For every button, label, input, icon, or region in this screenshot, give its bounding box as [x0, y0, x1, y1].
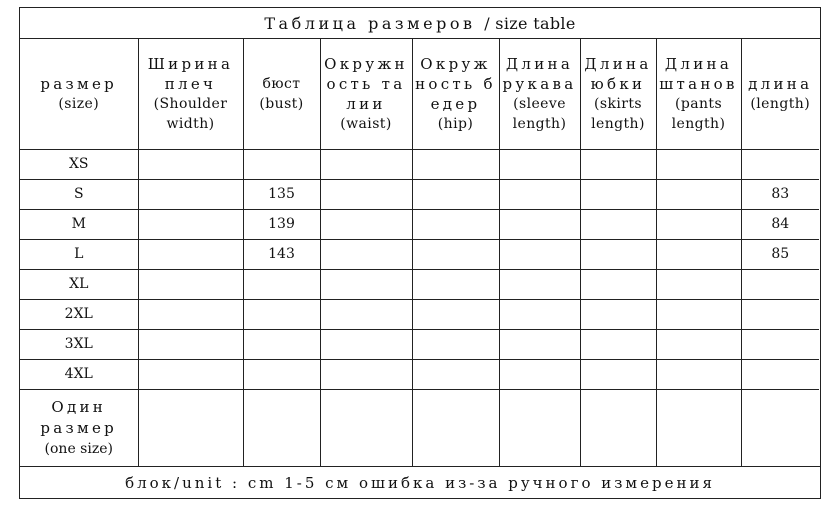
skirt-cell [580, 389, 656, 467]
skirt-cell [580, 239, 656, 269]
table-row [20, 179, 819, 209]
length-cell [741, 389, 819, 467]
sleeve-cell [499, 299, 580, 329]
hip-cell [412, 239, 499, 269]
waist-cell [320, 269, 412, 299]
shoulder-cell [138, 299, 243, 329]
hip-cell [412, 329, 499, 359]
table-title-en: / size table [484, 13, 576, 33]
size-label: 4XL [20, 359, 138, 389]
sleeve-cell [499, 209, 580, 239]
pants-cell [656, 239, 741, 269]
skirt-cell [580, 299, 656, 329]
skirt-cell [580, 179, 656, 209]
length-cell [741, 149, 819, 179]
waist-cell [320, 329, 412, 359]
shoulder-cell [138, 329, 243, 359]
header-sleeve: Длина рукава (sleeve length) [499, 39, 580, 149]
shoulder-cell [138, 209, 243, 239]
waist-cell [320, 359, 412, 389]
length-cell [741, 359, 819, 389]
pants-cell [656, 179, 741, 209]
bust-cell [243, 299, 320, 329]
length-cell: 84 [741, 209, 819, 239]
header-waist: Окружность талии (waist) [320, 39, 412, 149]
pants-cell [656, 149, 741, 179]
table-title-ru: Таблица размеров [264, 13, 476, 33]
hip-cell [412, 149, 499, 179]
bust-cell: 139 [243, 209, 320, 239]
bust-cell [243, 389, 320, 467]
bust-cell: 135 [243, 179, 320, 209]
table-row [20, 209, 819, 239]
size-label-one-size [20, 389, 138, 467]
header-size: размер (size) [20, 39, 138, 149]
bust-cell [243, 269, 320, 299]
one-size-en: (one size) [44, 440, 113, 457]
sleeve-cell [499, 359, 580, 389]
bust-cell: 143 [243, 239, 320, 269]
size-label: S [20, 179, 138, 209]
table-row [20, 299, 819, 329]
header-row [20, 39, 819, 149]
size-label: M [20, 209, 138, 239]
shoulder-cell [138, 239, 243, 269]
waist-cell [320, 149, 412, 179]
table-row [20, 269, 819, 299]
size-label: XS [20, 149, 138, 179]
pants-cell [656, 389, 741, 467]
table-title [20, 8, 820, 39]
shoulder-cell [138, 269, 243, 299]
waist-cell [320, 179, 412, 209]
sleeve-cell [499, 179, 580, 209]
sleeve-cell [499, 269, 580, 299]
header-hip: Окружность бедер (hip) [412, 39, 499, 149]
skirt-cell [580, 269, 656, 299]
header-bust: бюст (bust) [243, 39, 320, 149]
table-row [20, 359, 819, 389]
hip-cell [412, 209, 499, 239]
header-pants: Длина штанов (pants length) [656, 39, 741, 149]
length-cell [741, 329, 819, 359]
hip-cell [412, 299, 499, 329]
bust-cell [243, 329, 320, 359]
one-size-ru: Один размер [40, 397, 118, 437]
shoulder-cell [138, 149, 243, 179]
table-row-one-size [20, 389, 819, 467]
sleeve-cell [499, 389, 580, 467]
length-cell: 85 [741, 239, 819, 269]
header-shoulder: Ширина плеч (Shoulder width) [138, 39, 243, 149]
waist-cell [320, 299, 412, 329]
waist-cell [320, 389, 412, 467]
size-label: L [20, 239, 138, 269]
size-label: 2XL [20, 299, 138, 329]
table-row [20, 149, 819, 179]
sleeve-cell [499, 239, 580, 269]
sleeve-cell [499, 329, 580, 359]
size-chart [19, 7, 821, 499]
pants-cell [656, 299, 741, 329]
header-length: длина (length) [741, 39, 819, 149]
bust-cell [243, 149, 320, 179]
header-skirt: Длина юбки (skirts length) [580, 39, 656, 149]
size-label: XL [20, 269, 138, 299]
pants-cell [656, 329, 741, 359]
waist-cell [320, 239, 412, 269]
pants-cell [656, 269, 741, 299]
bust-cell [243, 359, 320, 389]
hip-cell [412, 389, 499, 467]
measurement-note: блок/unit : cm 1-5 см ошибка из-за ручного измерения [20, 466, 820, 498]
length-cell [741, 299, 819, 329]
skirt-cell [580, 359, 656, 389]
size-table [20, 39, 819, 467]
length-cell [741, 269, 819, 299]
sleeve-cell [499, 149, 580, 179]
pants-cell [656, 209, 741, 239]
hip-cell [412, 179, 499, 209]
shoulder-cell [138, 179, 243, 209]
skirt-cell [580, 149, 656, 179]
skirt-cell [580, 209, 656, 239]
table-row [20, 329, 819, 359]
shoulder-cell [138, 389, 243, 467]
size-label: 3XL [20, 329, 138, 359]
waist-cell [320, 209, 412, 239]
pants-cell [656, 359, 741, 389]
length-cell: 83 [741, 179, 819, 209]
table-row [20, 239, 819, 269]
skirt-cell [580, 329, 656, 359]
shoulder-cell [138, 359, 243, 389]
hip-cell [412, 269, 499, 299]
hip-cell [412, 359, 499, 389]
